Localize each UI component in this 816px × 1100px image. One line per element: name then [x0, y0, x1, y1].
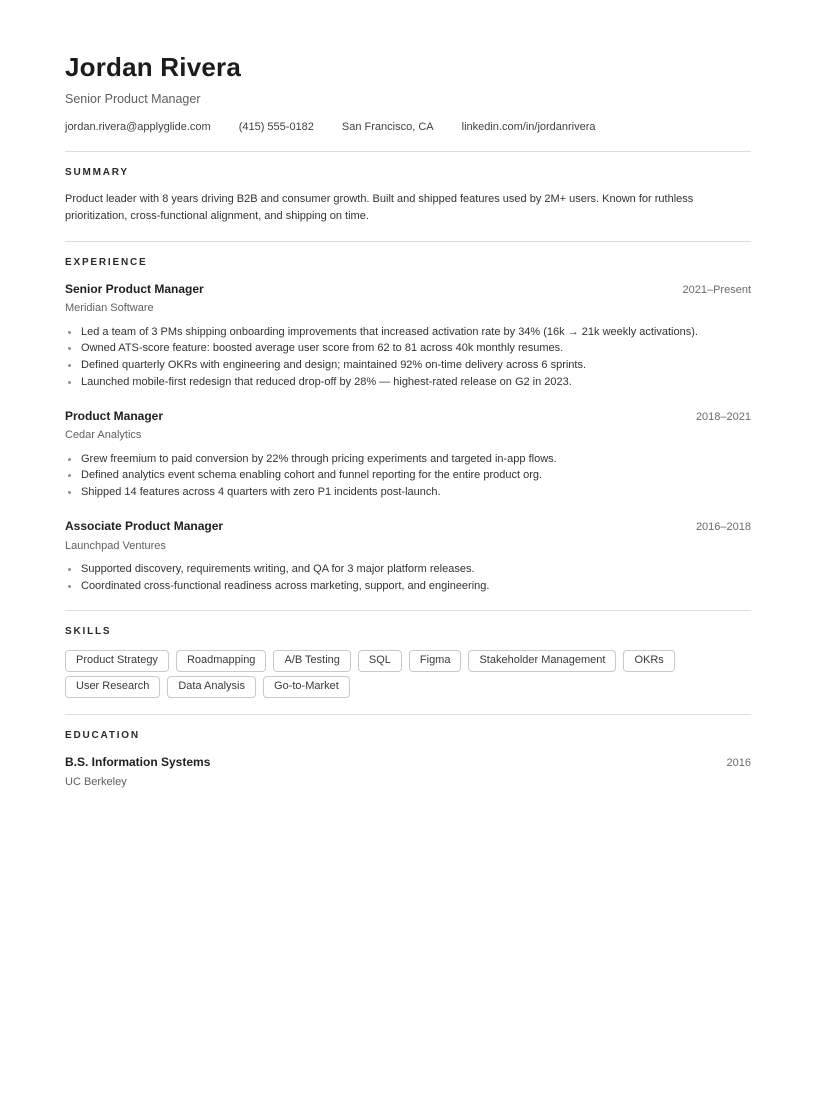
- resume-header: [65, 52, 751, 135]
- education-section-label: EDUCATION: [65, 730, 140, 742]
- contact-item: San Francisco, CA: [341, 121, 434, 134]
- job-bullet: Led a team of 3 PMs shipping onboarding improvements that increased activation rate by 34% (16k → 21k weekly activations).: [65, 324, 751, 341]
- job-bullet: Coordinated cross-functional readiness across marketing, support, and engineering.: [65, 578, 751, 595]
- skill-pill: User Research: [65, 676, 160, 698]
- job-header: [65, 409, 751, 425]
- education-entry: [65, 755, 751, 789]
- skill-pill: Figma: [409, 650, 462, 672]
- job-title: Associate Product Manager: [65, 518, 224, 533]
- job-bullet: Grew freemium to paid conversion by 22% through pricing experiments and targeted in-app flows.: [65, 451, 751, 468]
- summary-text: Product leader with 8 years driving B2B and consumer growth. Built and shipped features used by 2M+ users. Known for ruthless prioritization, cross-functional alignment, and shipping on time.: [65, 192, 694, 222]
- contact-row: [65, 120, 751, 134]
- job-bullet-list: [65, 451, 751, 501]
- contact-item: jordan.rivera@applyglide.com: [65, 121, 211, 134]
- job-header: [65, 282, 751, 298]
- job-bullet: Defined quarterly OKRs with engineering and design; maintained 92% on-time delivery across 6 sprints.: [65, 357, 751, 374]
- job-dates: 2021–Present: [682, 283, 751, 296]
- education-degrees: [65, 755, 751, 789]
- job-title: Senior Product Manager: [65, 281, 204, 296]
- job-bullet: Defined analytics event schema enabling cohort and funnel reporting for the entire product org.: [65, 467, 751, 484]
- experience-jobs: [65, 282, 751, 594]
- job-bullet: Shipped 14 features across 4 quarters with zero P1 incidents post-launch.: [65, 484, 751, 501]
- job-bullet-list: [65, 324, 751, 391]
- job-bullet: Launched mobile-first redesign that reduced drop-off by 28% — highest-rated release on G2 in 2023.: [65, 374, 751, 391]
- skill-pill: SQL: [358, 650, 402, 672]
- candidate-name: Jordan Rivera: [65, 52, 242, 82]
- contact-item: (415) 555-0182: [238, 121, 314, 134]
- skill-pill: OKRs: [623, 650, 674, 672]
- job-dates: 2018–2021: [695, 410, 751, 423]
- job-header: [65, 519, 751, 535]
- skills-pill-list: [65, 650, 751, 698]
- summary-section-label: SUMMARY: [65, 166, 129, 178]
- experience-section-label: EXPERIENCE: [65, 256, 148, 268]
- experience-entry: [65, 282, 751, 391]
- skill-pill: Stakeholder Management: [468, 650, 616, 672]
- job-dates: 2016–2018: [695, 520, 751, 533]
- experience-entry: [65, 409, 751, 501]
- candidate-title: Senior Product Manager: [65, 92, 201, 107]
- job-bullet: Supported discovery, requirements writing, and QA for 3 major platform releases.: [65, 561, 751, 578]
- skill-pill: Roadmapping: [176, 650, 267, 672]
- skill-pill: A/B Testing: [273, 650, 350, 672]
- job-company: Cedar Analytics: [65, 429, 142, 442]
- experience-entry: [65, 519, 751, 594]
- job-bullet: Owned ATS-score feature: boosted average user score from 62 to 81 across 40k monthly resumes.: [65, 340, 751, 357]
- section-education: [65, 714, 751, 789]
- job-company: Launchpad Ventures: [65, 539, 166, 552]
- job-bullet-list: [65, 561, 751, 594]
- section-experience: [65, 241, 751, 594]
- skill-pill: Product Strategy: [65, 650, 169, 672]
- skill-pill: Data Analysis: [167, 676, 256, 698]
- job-company: Meridian Software: [65, 302, 154, 315]
- section-summary: [65, 151, 751, 225]
- degree-school: UC Berkeley: [65, 775, 127, 788]
- contact-item: linkedin.com/in/jordanrivera: [461, 121, 596, 134]
- skills-section-label: SKILLS: [65, 626, 112, 638]
- degree-header: [65, 755, 751, 771]
- job-title: Product Manager: [65, 408, 164, 423]
- degree-dates: 2016: [726, 757, 751, 770]
- skill-pill: Go-to-Market: [263, 676, 350, 698]
- degree-title: B.S. Information Systems: [65, 755, 211, 770]
- section-skills: [65, 610, 751, 698]
